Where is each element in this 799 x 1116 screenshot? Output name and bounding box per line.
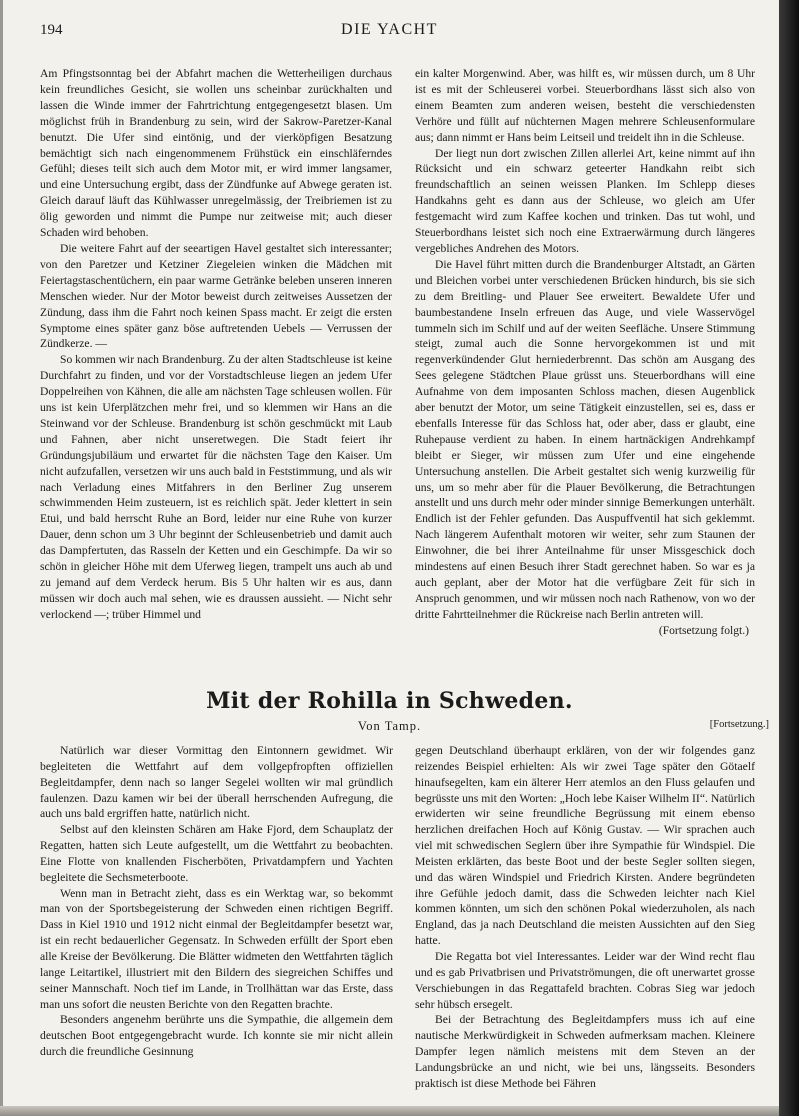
article1-column-right	[415, 66, 755, 639]
article2-column-left	[40, 743, 393, 1060]
continued-note: (Fortsetzung folgt.)	[658, 623, 749, 637]
page-right-edge	[779, 0, 799, 1116]
paragraph: gegen Deutschland überhaupt erklären, von der wir folgendes ganz reizendes Beispiel erhielten: Als wir zwei Tage später den Götaelf hinaufsegelten, kam ein älterer Herr atemlos an den Fluss gelaufen und begrüsste uns mit den Worten: „Hoch lebe Kaiser Wilhelm II“. Natürlich erwiderten wir seine freundliche Begrüssung mit einem ebenso herzlichen dreifachen Hoch auf König Gustav. — Wir sprachen auch viel mit schwedischen Seglern über ihre Sympathie für Windspiel. Die Meisten erklärten, das beste Boot und der beste Segler sollten siegen, und das wären Windspiel und Friedrich Kirsten. Andere begründeten ihre Gefühle jedoch damit, dass die Schweden leichter nach Kiel kommen könnten, um sich den schönen Pokal wiederzuholen, als nach England, das ja nach Deutschland die meisten Aussichten auf den Sieg hatte.	[415, 744, 755, 948]
paragraph: Der liegt nun dort zwischen Zillen allerlei Art, keine nimmt auf ihn Rücksicht und ein schwarz geteerter Handkahn reibt sich freundschaftlich an seinen weissen Planken. Im Schlepp dieses Handkahns geht es dann aus der Schleuse, wo gleich am Ufer festgemacht wird zum Kaffee kochen und trinken. Das tut wohl, und Steuerbordhans leistet sich noch eine Extraerwärmung durch längeres vergebliches Andrehen des Motors.	[415, 146, 755, 255]
running-title: DIE YACHT	[341, 21, 438, 38]
paragraph: So kommen wir nach Brandenburg. Zu der alten Stadtschleuse ist keine Durchfahrt zu finden, und vor der Vorstadtschleuse liegen an jedem Ufer Doppelreihen von Kähnen, die alle am nächsten Tage schleusen wollen. Für uns ist kein Uferplätzchen mehr frei, und so klemmen wir Hans an die Steinwand vor der Schleuse. Brandenburg ist schön geschmückt mit Laub und Fahnen, aber nicht unseretwegen. Die Stadt feiert ihr Gründungsjubiläum und erwartet für die nächsten Tage den Kaiser. Um nicht aufzufallen, versetzen wir uns auch bald in Feststimmung, und als wir nach Verladung eines Mitfahrers in den Berliner Zug unserem schwimmenden Heim zusteuern, ist es reichlich spät. Jeder klettert in sein Etui, und bald herrscht Ruhe an Bord, leider nur eine Ruhe von kurzer Dauer, denn schon um 3 Uhr beginnt der Schleusenbetrieb und damit auch das Dampfertuten, das Rasseln der Ketten und ein Geschimpfe. Da wir so schön in gleicher Höhe mit dem Uferweg liegen, trampelt uns auch ab und zu jemand auf dem Verdeck herum. Bis 5 Uhr halten wir es aus, dann müssen wir doch auch mal sehen, wie es draussen aussieht. — Nicht sehr verlockend —; trüber Himmel und	[40, 353, 392, 621]
paragraph: Natürlich war dieser Vormittag den Eintonnern gewidmet. Wir begleiteten die Wettfahrt auf dem vollgepfropften offiziellen Begleitdampfer, denn nach so langer Segelei wollten wir mal gründlich faulenzen. Dazu kamen wir bei der überall herrschenden Aufregung, die auch uns bald ergriffen hatte, natürlich nicht.	[40, 744, 393, 821]
paragraph: ein kalter Morgenwind. Aber, was hilft es, wir müssen durch, um 8 Uhr ist es mit der Schleuserei vorbei. Steuerbordhans lässt sich also von einem Beamten zum anderen weisen, besteht die verschiedensten Verhöre und füllt auf nüchternen Magen mehrere Schleusenformulare aus; dann nimmt er Hans beim Leitseil und treidelt ihn in die Schleuse.	[415, 67, 755, 144]
paragraph: Die Regatta bot viel Interessantes. Leider war der Wind recht flau und es gab Privatbrisen und Privatströmungen, die oft unerwartet grosse Verschiebungen in das Regattafeld brachten. Cobras Sieg war jedoch sehr hübsch ersegelt.	[415, 949, 755, 1011]
article-title: Mit der Rohilla in Schweden.	[206, 688, 573, 714]
paragraph: Bei der Betrachtung des Begleitdampfers muss ich auf eine nautische Merkwürdigkeit in Schweden aufmerksam machen. Kleinere Dampfer legen nämlich meistens mit dem Steven an der Landungsbrücke an und nicht, wie bei uns, längsseits. Besonders praktisch ist diese Methode bei Fähren	[415, 1013, 755, 1090]
continuation-note: [Fortsetzung.]	[709, 719, 769, 730]
paragraph: Wenn man in Betracht zieht, dass es ein Werktag war, so bekommt man von der Sportsbegeisterung der Schweden einen richtigen Begriff. Dass in Kiel 1910 und 1912 nicht einmal der Begleitdampfer besetzt war, ist ein recht bedauerlicher Gegensatz. In Schweden erfüllt der Sport eben alle Kreise der Bevölkerung. Die Blätter widmeten den Wettfahrten täglich lange Leitartikel, illustriert mit den Bildern des siegreichen Schiffes und seiner Mannschaft. Noch tief im Lande, in Trollhättan war das Erste, dass man uns sofort die neusten Berichte von den Regatten brachte.	[40, 886, 393, 1011]
paragraph: Die Havel führt mitten durch die Brandenburger Altstadt, an Gärten und Bleichen vorbei unter verschiedenen Brücken hindurch, bis sie sich zu dem Breitling- und Plauer See erweitert. Bewaldete Ufer und baumbestandene Inseln erfreuen das Auge, und viele Wasservögel tummeln sich im Schilf und auf der weiten Seefläche. Unsere Stimmung steigt, zumal auch die Sonne hervorgekommen ist und mit regenverkündender Glut herniederbrennt. Das schön am Ausgang des Sees gelegene Städtchen Plaue grüsst uns. Steuerbordhans will eine Aufnahme von dem imposanten Schloss machen, diesen Augenblick aber benutzt der Motor, um seine Tätigkeit einzustellen, sei es, dass er ebenfalls Interesse für das Schloss hat, oder aber, dass er glaubt, eine Ruhepause verdient zu haben. In einem hartnäckigen Andrehkampf bleibt er Sieger, wir müssen zum Ufer und eine eingehende Untersuchung anstellen. Die Arbeit gestaltet sich wenig kurzweilig für uns, um so mehr aber für die Plauer Bevölkerung, die Betrachtungen anstellt und uns durch mehr oder minder sinnige Bemerkungen unterhält. Endlich ist der Fehler gefunden. Das Auspuffventil hat sich geklemmt. Nach längerem Aufenthalt motoren wir weiter, sehr zum Staunen der Einwohner, die bei ihrer Anteilnahme für unser Missgeschick doch mindestens auf einen Besuch ihrer Stadt gerechnet haben. So war es ja auch geplant, aber der Motor hat die verfügbare Zeit für sich in Anspruch genommen, und wir müssen noch nach Rathenow, von wo der dritte Fahrtteilnehmer die Rückreise nach Berlin antreten will.	[415, 257, 755, 621]
article-byline: Von Tamp.	[357, 719, 422, 733]
paragraph: Besonders angenehm berührte uns die Sympathie, die allgemein dem deutschen Boot entgegengebracht wurde. Ich konnte sie mir nicht allein durch die freundliche Gesinnung	[40, 1013, 393, 1059]
page-number: 194	[40, 22, 63, 38]
article1-column-left	[40, 66, 392, 623]
article2-column-right	[415, 743, 755, 1092]
page-bottom-edge	[0, 1106, 779, 1116]
paragraph: Am Pfingstsonntag bei der Abfahrt machen die Wetterheiligen durchaus kein freundliches Gesicht, sie wollen uns scheinbar zurückhalten und lassen die Winde immer der Fahrtrichtung entgegengesetzt blasen. Um möglichst früh in Brandenburg zu sein, wird der Sakrow-Paretzer-Kanal benutzt. Die Ufer sind eintönig, und der vierköpfigen Besatzung bemächtigt sich nach eingenommenem Frühstück ein einschläferndes Gefühl; dieses teilt sich auch dem Motor mit, er wird immer langsamer, und eine Untersuchung ergibt, dass der Zündfunke auf Abwege geraten ist. Gleich darauf läuft das Kühlwasser unregelmässig, der Treibriemen ist zu ölig geworden und nimmt die Pumpe nur zeitweise mit; auch dieser Schaden wird behoben.	[40, 67, 392, 240]
paragraph: Die weitere Fahrt auf der seeartigen Havel gestaltet sich interessanter; von den Paretzer und Ketziner Ziegeleien winken die Mädchen mit Feiertagstaschentüchern, ein paar warme Getränke beleben unseren inneren Menschen wieder. Nur der Motor beweist durch zeitweises Aussetzen der Zündung, dass ihm die Fahrt noch keinen Spass macht. Er zeigt die ersten Symptome eines später ganz böse auftretenden Uebels — Verrussen der Zündkerze. —	[40, 241, 392, 351]
page-left-edge	[0, 0, 3, 1116]
paragraph: Selbst auf den kleinsten Schären am Hake Fjord, dem Schauplatz der Regatten, hatten sich Leute aufgestellt, um die Wettfahrt zu beobachten. Eine Flotte von knallenden Fischerböten, Privatdampfern und Yachten begleitete die Sechsmeterboote.	[40, 823, 393, 884]
